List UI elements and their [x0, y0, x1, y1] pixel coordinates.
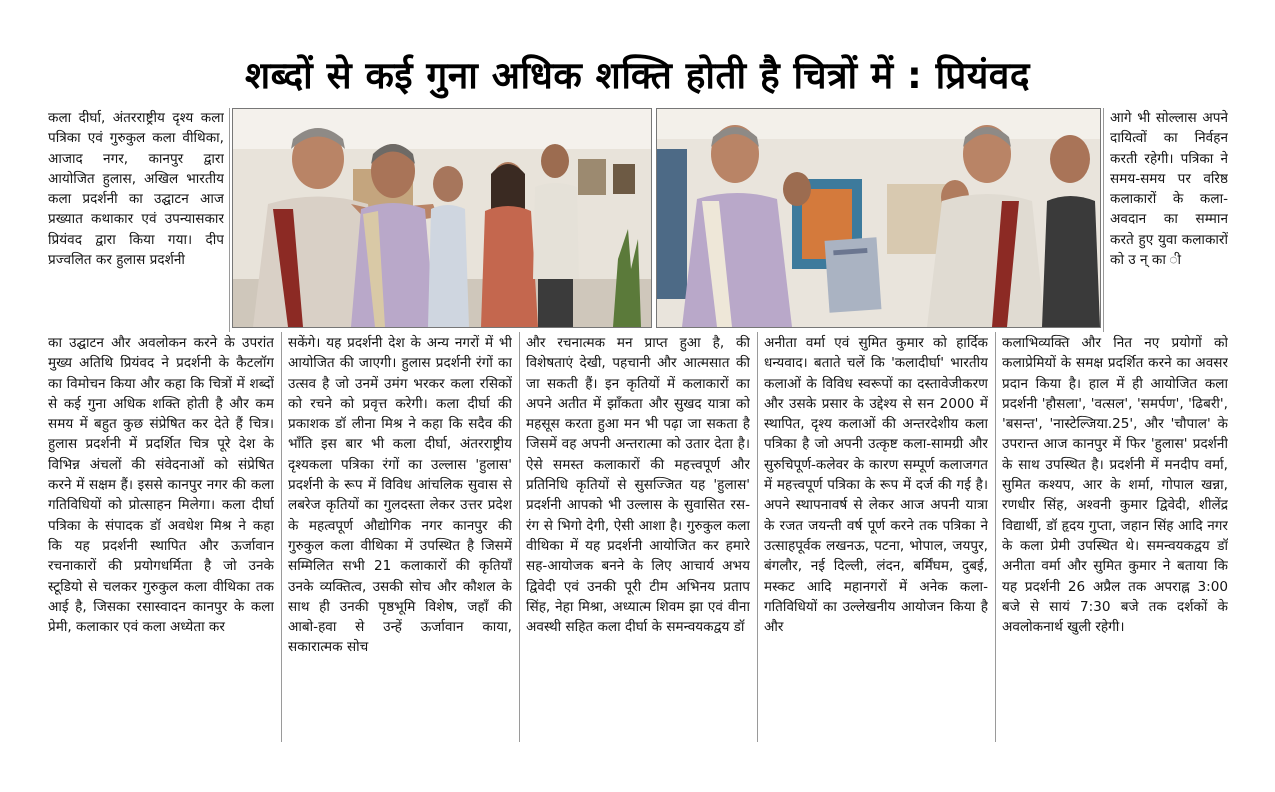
article-text: अनीता वर्मा एवं सुमित कुमार को हार्दिक धन्यवाद। बताते चलें कि 'कलादीर्घा' भारतीय कलाओं के विविध स्वरूपों का दस्तावेजीकरण और उसके प्रसार के उद्देश्य से सन 2000 में स्थापित, दृश्य कलाओं की अन्तरदेशीय कला पत्रिका है जो अपनी उत्कृष्ट कला-सामग्री और सुरुचिपूर्ण-कलेवर के कारण सम्पूर्ण कलाजगत में महत्त्वपूर्ण पत्रिका के रूप में दर्ज की गई है। अपने स्थापनावर्ष से लेकर आज अपनी यात्रा के रजत जयन्ती वर्ष पूर्ण करने तक पत्रिका ने उत्साहपूर्वक लखनऊ, पटना, भोपाल, जयपुर, बंगलौर, नई दिल्ली, लंदन, बर्मिंघम, दुबई, मस्कट आदि महानगरों में अनेक कला-गतिविधियों का उल्लेखनीय आयोजन किया है और — [764, 335, 988, 636]
column-rule — [281, 332, 282, 742]
article-column-3 — [526, 333, 750, 743]
column-rule — [1103, 108, 1104, 332]
article-text: आगे भी सोल्लास अपने दायित्वों का निर्वहन करती रहेगी। पत्रिका ने समय-समय पर वरिष्ठ कलाकारों के कला-अवदान का सम्मान करते हुए युवा कलाकारों को उ न् का ी — [1110, 110, 1228, 269]
article-column-2 — [288, 333, 512, 743]
article-text: और रचनात्मक मन प्राप्त हुआ है, की विशेषताएं देखी, पहचानी और आत्मसात की जा सकती हैं। इन कृतियों में कलाकारों का अपने अतीत में झाँकता और सुखद यात्रा को महसूस करता हुआ मन भी पढ़ा जा सकता है जिसमें वह अपनी अन्तरात्मा को उतार देता है। ऐसे समस्त कलाकारों की महत्त्वपूर्ण और प्रतिनिधि कृतियों से सुसज्जित यह 'हुलास' प्रदर्शनी आपको भी उल्लास के सुवासित रस-रंग से भिगो देगी, ऐसी आशा है। गुरुकुल कला वीथिका में यह प्रदर्शनी आयोजित कर हमारे सह-आयोजक बनने के लिए आचार्य अभय द्विवेदी एवं उनकी पूरी टीम अभिनय प्रताप सिंह, नेहा मिश्रा, अध्यात्म शिवम झा एवं वीना अवस्थी सहित कला दीर्घा के समन्वयकद्वय डॉ — [526, 335, 750, 636]
article-text: का उद्घाटन और अवलोकन करने के उपरांत मुख्य अतिथि प्रियंवद ने प्रदर्शनी के कैटलॉग का विमोचन किया और कहा कि चित्रों में शब्दों से कई गुना अधिक शक्ति होती है और कम समय में बहुत कुछ संप्रेषित कर देते हैं चित्र। हुलास प्रदर्शनी में प्रदर्शित चित्र पूरे देश के विभिन्न अंचलों की संवेदनाओं को संप्रेषित करने में सक्षम हैं। इससे कानपुर नगर की कला गतिविधियों को प्रोत्साहन मिलेगा। कला दीर्घा पत्रिका के संपादक डॉ अवधेश मिश्र ने कहा कि यह प्रदर्शनी स्थापित और ऊर्जावान रचनाकारों की प्रयोगधर्मिता है जो उनके स्टूडियो से चलकर गुरुकुल कला वीथिका तक आई है, जिसका रसास्वादन कानपुर के कला प्रेमी, कलाकार एवं कला अध्येता कर — [48, 335, 274, 636]
photo-catalog-release — [656, 108, 1101, 328]
article-column-1 — [48, 333, 274, 743]
article-column-5 — [1002, 333, 1228, 743]
photo-inauguration — [232, 108, 652, 328]
column-rule — [757, 332, 758, 742]
column-rule — [229, 108, 230, 332]
article-text: सकेंगे। यह प्रदर्शनी देश के अन्य नगरों में भी आयोजित की जाएगी। हुलास प्रदर्शनी रंगों का उत्सव है जो उनमें उमंग भरकर कला रसिकों को रचने को प्रवृत्त करेगी। कला दीर्घा की प्रकाशक डॉ लीना मिश्र ने कहा कि सदैव की भाँति इस बार भी कला दीर्घा, अंतरराष्ट्रीय दृश्यकला पत्रिका रंगों का उल्लास 'हुलास' प्रदर्शनी के रूप में विविध आंचलिक सुवास से लबरेज कृतियों का गुलदस्ता लेकर उत्तर प्रदेश के महत्वपूर्ण औद्योगिक नगर कानपुर की गुरुकुल कला वीथिका में उपस्थित है जिसमें सम्मिलित सभी 21 कलाकारों की कृतियाँ उनके व्यक्तित्व, उसकी सोच और कौशल के साथ ही उनकी पृष्ठभूमि विशेष, जहाँ की आबो-हवा से उन्हें ऊर्जावान काया, सकारात्मक सोच — [288, 335, 512, 656]
article-column-5-top — [1110, 108, 1228, 332]
photo-catalog-release-image — [657, 109, 1100, 327]
headline: शब्दों से कई गुना अधिक शक्ति होती है चित्रों में : प्रियंवद — [244, 54, 1030, 97]
column-rule — [995, 332, 996, 742]
article-column-1-top — [48, 108, 224, 332]
article-text: कला दीर्घा, अंतरराष्ट्रीय दृश्य कला पत्रिका एवं गुरुकुल कला वीथिका, आजाद नगर, कानपुर द्वारा आयोजित हुलास, अखिल भारतीय कला प्रदर्शनी का उद्घाटन आज प्रख्यात कथाकार एवं उपन्यासकार प्रियंवद द्वारा किया गया। दीप प्रज्वलित कर हुलास प्रदर्शनी — [48, 110, 224, 269]
article-text: कलाभिव्यक्ति और नित नए प्रयोगों को कलाप्रेमियों के समक्ष प्रदर्शित करने का अवसर प्रदान किया है। हाल में ही आयोजित कला प्रदर्शनी 'हौसला', 'वत्सल', 'समर्पण', 'ढिबरी', 'बसन्त', 'नास्टेल्जिया.25', और 'चौपाल' के उपरान्त आज कानपुर में फिर 'हुलास' प्रदर्शनी के साथ उपस्थित है। प्रदर्शनी में मनदीप वर्मा, सुमित कश्यप, आर के शर्मा, गोपाल खन्ना, रणधीर सिंह, अश्वनी कुमार द्विवेदी, शीलेंद्र विद्यार्थी, डॉ हृदय गुप्ता, जहान सिंह आदि नगर के कला प्रेमी उपस्थित थे। समन्वयकद्वय डॉ अनीता वर्मा और सुमित कुमार ने बताया कि यह प्रदर्शनी 26 अप्रैल तक अपराह्न 3:00 बजे से सायं 7:30 बजे तक दर्शकों के अवलोकनार्थ खुली रहेगी। — [1002, 335, 1228, 636]
column-rule — [519, 332, 520, 742]
article-column-4 — [764, 333, 988, 743]
photo-inauguration-image — [233, 109, 651, 327]
